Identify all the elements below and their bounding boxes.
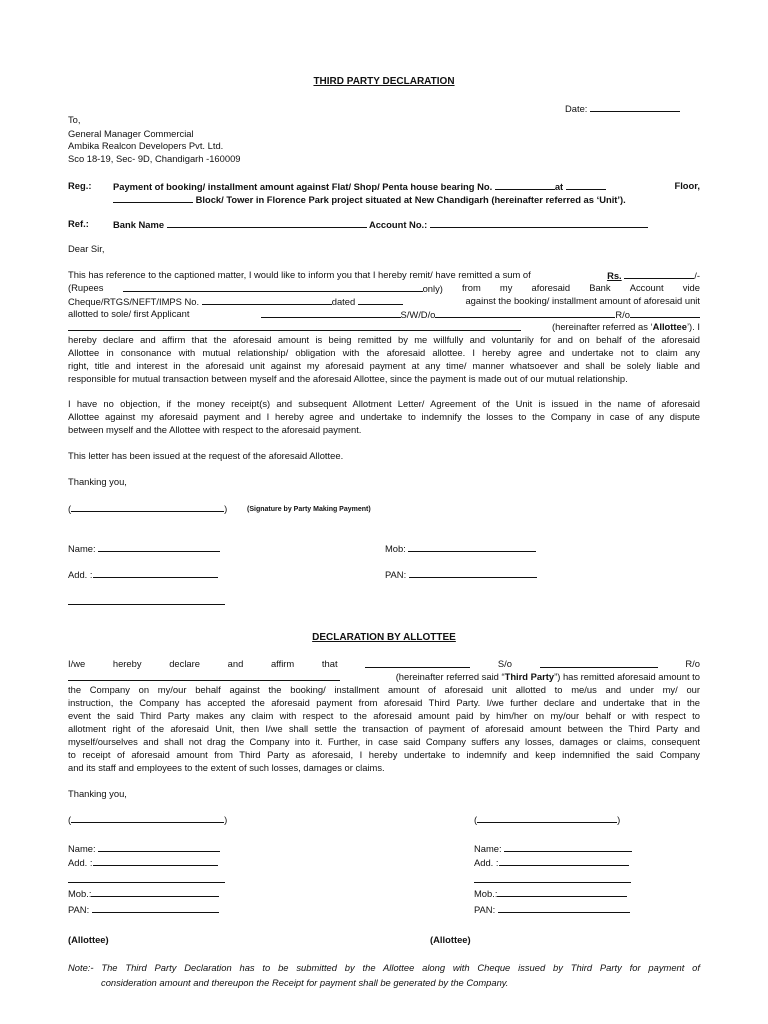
allottee-so-blank[interactable] xyxy=(540,658,658,668)
word-my: my xyxy=(499,282,513,293)
reg-line1-text: Payment of booking/ installment amount against Flat/ Shop/ Penta house bearing No. xyxy=(113,181,493,192)
para4-line4: instruction, the Company has accepted the aforesaid payment from aforesaid Third Party. I/we further declare and undertake that in the xyxy=(68,697,700,708)
note-line2: consideration amount and thereupon the Receipt for payment shall be generated by the Company. xyxy=(101,977,509,988)
block-blank[interactable] xyxy=(113,193,193,203)
para1-line7: Allottee in consonance with mutual relationship/ obligation with the aforesaid allottee. I hereby agree and undertake not to claim any xyxy=(68,347,700,358)
allottee2-add-blank-2[interactable] xyxy=(474,873,631,883)
para1-line2 xyxy=(68,282,700,295)
third-party-bold: Third Party xyxy=(504,671,555,682)
allottee2-name-blank[interactable] xyxy=(504,842,632,852)
cheque-no-blank[interactable] xyxy=(202,295,332,305)
reg-label: Reg.: xyxy=(68,180,92,191)
address-line3: Sco 18-19, Sec- 9D, Chandigarh -160009 xyxy=(68,153,241,164)
reg-floor: Floor, xyxy=(674,180,700,191)
para1-line1 xyxy=(68,269,700,282)
allottee2-mob-label: Mob.: xyxy=(474,888,498,899)
para1-line3 xyxy=(68,295,700,308)
address-line1: General Manager Commercial xyxy=(68,128,194,139)
allottee2-add-label: Add. : xyxy=(474,857,499,868)
sig-close-1: ) xyxy=(224,814,228,825)
para1-line5 xyxy=(68,321,700,333)
para4-l2-c: ”) has remitted aforesaid amount to xyxy=(554,671,700,682)
para1-line8: right, title and interest in the aforesaid unit against my aforesaid payment at any time/ manner whatsoever and shall be solely liable and xyxy=(68,360,700,371)
allottee2-mob-blank[interactable] xyxy=(497,887,627,897)
word-from: from xyxy=(462,282,481,293)
word-account: Account xyxy=(629,282,664,293)
document-title: THIRD PARTY DECLARATION xyxy=(313,76,455,87)
allottee2-signature-blank[interactable] xyxy=(477,813,617,823)
payer-add-blank-2[interactable] xyxy=(68,595,225,605)
allottee2-name-field xyxy=(474,842,632,855)
unit-number-blank[interactable] xyxy=(495,180,555,190)
allottee2-name-label: Name: xyxy=(474,843,502,854)
payer-pan-field xyxy=(385,568,537,581)
payer-name-label: Name: xyxy=(68,543,96,554)
para2-line2: Allottee against my aforesaid payment and I hereby agree and undertake to indemnify the losses to the Company in case of any dispute xyxy=(68,411,700,422)
allottee1-name-label: Name: xyxy=(68,843,96,854)
rupees-words-blank[interactable] xyxy=(123,282,423,292)
allottee1-name-blank[interactable] xyxy=(98,842,220,852)
allottee2-pan-blank[interactable] xyxy=(498,903,630,913)
applicant-blank[interactable] xyxy=(261,308,401,318)
ro-label: R/o xyxy=(615,309,630,320)
payer-pan-blank[interactable] xyxy=(409,568,537,578)
para1-line6: hereby declare and affirm that the aforesaid amount is being remitted by me willfully and voluntarily for and on behalf of the aforesaid xyxy=(68,334,700,345)
payer-mob-blank[interactable] xyxy=(408,542,536,552)
ref-label: Ref.: xyxy=(68,218,89,229)
payer-signature-line[interactable] xyxy=(68,502,227,515)
allottee2-label: (Allottee) xyxy=(430,934,471,945)
payer-name-field xyxy=(68,542,220,555)
cheque-label: Cheque/RTGS/NEFT/IMPS No. xyxy=(68,296,200,307)
payer-add-blank[interactable] xyxy=(93,568,218,578)
account-no-label: Account No.: xyxy=(368,219,428,230)
thanking-you-2: Thanking you, xyxy=(68,788,127,799)
allottee2-add-blank[interactable] xyxy=(499,856,629,866)
sig-open-1: ( xyxy=(68,814,72,825)
para4-line1 xyxy=(68,658,700,670)
allottee-name-blank[interactable] xyxy=(365,658,470,668)
word-aforesaid: aforesaid xyxy=(531,282,571,293)
allottee1-add-line2 xyxy=(68,873,225,886)
payer-add-line2 xyxy=(68,595,225,608)
swdo-blank[interactable] xyxy=(435,308,615,318)
amount-blank[interactable] xyxy=(624,269,694,279)
rs-label: Rs. xyxy=(607,270,622,281)
allottee1-signature-line[interactable] xyxy=(68,813,227,826)
para1-l1-text: This has reference to the captioned matter, I would like to inform you that I hereby remit/ have remitted a sum of xyxy=(68,269,531,280)
para4-line8: to receipt of aforesaid amount from Third Party as aforesaid, I hereby undertake to indemnify and keep indemnified the said Company xyxy=(68,749,700,760)
bank-name-label: Bank Name xyxy=(113,219,165,230)
swdo-label: S/W/D/o xyxy=(400,309,436,320)
allottee2-pan-field xyxy=(474,903,630,916)
word-and: and xyxy=(227,658,244,669)
para1-line4 xyxy=(68,308,700,321)
note-line1: Note:- The Third Party Declaration has to be submitted by the Allottee along with Cheque issued by Third Party for payment of xyxy=(68,962,700,973)
address-blank[interactable] xyxy=(68,321,521,331)
para4-line7: myself/ourselves and shall not drag the Company into it. Further, in case said Company suffers any losses, damages or claims, consequent xyxy=(68,736,700,747)
para4-line6: allotment right of the aforesaid Unit, then I/we shall settle the transaction of payment of aforesaid amount between the Third Party and xyxy=(68,723,700,734)
para1-line9: responsible for mutual transaction between myself and the aforesaid Allottee, since the payment is made out of our mutual relationship. xyxy=(68,373,628,384)
ref-line xyxy=(113,218,648,231)
bank-name-blank[interactable] xyxy=(167,218,367,228)
hereinafter-end: ’). I xyxy=(686,321,700,332)
sig-open: ( xyxy=(68,503,72,514)
para4-l2-a: (hereinafter referred said “ xyxy=(395,671,505,682)
rupees-label: (Rupees xyxy=(68,282,104,293)
address-to: To, xyxy=(68,114,81,125)
payer-signature-blank[interactable] xyxy=(71,502,224,512)
date-blank[interactable] xyxy=(590,102,680,112)
thanking-you: Thanking you, xyxy=(68,476,127,487)
reg-line2 xyxy=(113,193,626,206)
payer-mob-label: Mob: xyxy=(385,543,406,554)
date-label: Date: xyxy=(565,103,591,114)
allottee-bold: Allottee xyxy=(652,321,687,332)
para4-line9: and its staff and employees to the extent of such losses, damages or claims. xyxy=(68,762,385,773)
payer-mob-field xyxy=(385,542,536,555)
allottee2-add-field xyxy=(474,856,629,869)
word-that: that xyxy=(321,658,338,669)
allottee2-signature-line[interactable] xyxy=(474,813,620,826)
dated-blank[interactable] xyxy=(358,295,403,305)
allottee1-add-blank-2[interactable] xyxy=(68,873,225,883)
allottee1-add-label: Add. : xyxy=(68,857,93,868)
floor-blank[interactable] xyxy=(566,180,606,190)
applicant-label: allotted to sole/ first Applicant xyxy=(68,308,190,319)
word-bank: Bank xyxy=(589,282,611,293)
allottee-declaration-title: DECLARATION BY ALLOTTEE xyxy=(312,632,456,643)
para2-line1: I have no objection, if the money receipt(s) and subsequent Allotment Letter/ Agreement of the Unit is issued in the name of aforesaid xyxy=(68,398,700,409)
para1-l3-text: against the booking/ installment amount of aforesaid unit xyxy=(465,295,700,306)
word-hereby: hereby xyxy=(112,658,142,669)
para4-line5: event the said Third Party makes any claim with respect to the aforesaid amount paid by him/her on my/our behalf or with respect to xyxy=(68,710,700,721)
allottee1-mob-blank[interactable] xyxy=(91,887,219,897)
para3: This letter has been issued at the request of the aforesaid Allottee. xyxy=(68,450,344,461)
allottee1-add-blank[interactable] xyxy=(93,856,218,866)
ro-blank[interactable] xyxy=(630,308,700,318)
allottee1-add-field xyxy=(68,856,218,869)
word-iwe: I/we xyxy=(68,658,86,669)
allottee-so-label: S/o xyxy=(497,658,512,669)
allottee1-pan-label: PAN: xyxy=(68,904,90,915)
word-affirm: affirm xyxy=(270,658,295,669)
allottee1-label: (Allottee) xyxy=(68,934,109,945)
sig-close-2: ) xyxy=(617,814,621,825)
payer-name-blank[interactable] xyxy=(98,542,220,552)
allottee-address-blank[interactable] xyxy=(68,671,340,681)
payer-pan-label: PAN: xyxy=(385,569,407,580)
allottee1-mob-field xyxy=(68,887,219,900)
dated-label: dated xyxy=(331,296,356,307)
allottee1-signature-blank[interactable] xyxy=(71,813,224,823)
para2-line3: between myself and the Allottee with respect to the aforesaid payment. xyxy=(68,424,362,435)
only-label: only) xyxy=(422,283,443,294)
reg-line2-text: Block/ Tower in Florence Park project situated at New Chandigarh (hereinafter referred as ‘Unit’). xyxy=(195,194,626,205)
para4-line2 xyxy=(68,671,700,683)
para4-line3: the Company on my/our behalf against the booking/ installment amount of aforesaid unit allotted to me/us and under my/ our xyxy=(68,684,700,695)
allottee2-pan-label: PAN: xyxy=(474,904,496,915)
rs-end: /- xyxy=(694,270,700,281)
signature-caption: (Signature by Party Making Payment) xyxy=(247,506,371,513)
allottee1-pan-blank[interactable] xyxy=(92,903,219,913)
address-line2: Ambika Realcon Developers Pvt. Ltd. xyxy=(68,140,224,151)
allottee2-add-line2 xyxy=(474,873,631,886)
sig-close: ) xyxy=(224,503,228,514)
payer-add-label: Add. : xyxy=(68,569,93,580)
hereinafter-label: (hereinafter referred as ‘ xyxy=(552,321,653,332)
reg-line1 xyxy=(113,180,700,193)
allottee2-mob-field xyxy=(474,887,627,900)
account-no-blank[interactable] xyxy=(430,218,648,228)
reg-at: at xyxy=(554,181,564,192)
allottee1-mob-label: Mob.: xyxy=(68,888,92,899)
salutation: Dear Sir, xyxy=(68,243,105,254)
allottee-ro-label: R/o xyxy=(685,658,700,669)
allottee1-name-field xyxy=(68,842,220,855)
word-vide: vide xyxy=(682,282,700,293)
payer-add-field xyxy=(68,568,218,581)
word-declare: declare xyxy=(169,658,200,669)
allottee1-pan-field xyxy=(68,903,219,916)
sig-open-2: ( xyxy=(474,814,478,825)
